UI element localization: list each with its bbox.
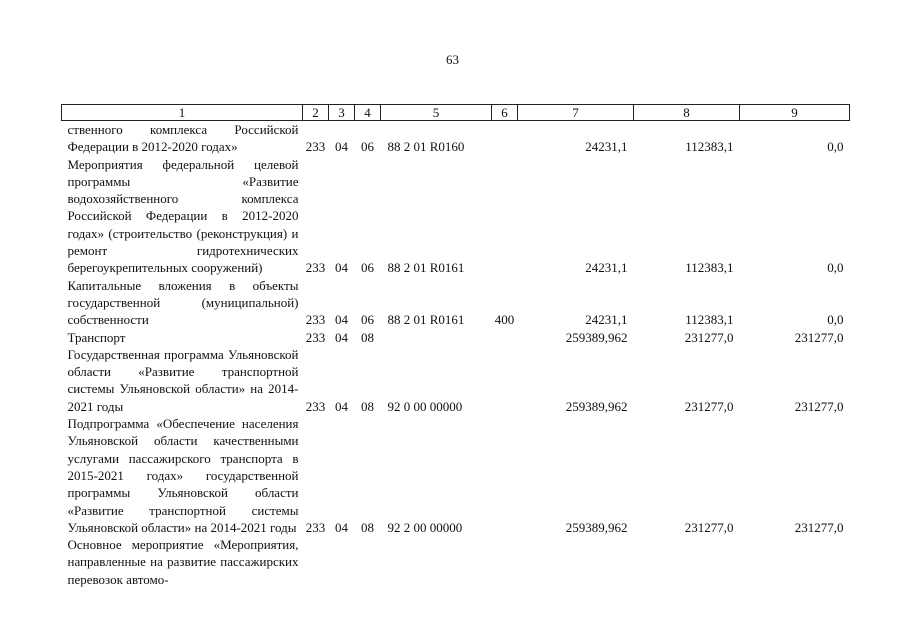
row-name: Подпрограмма «Обеспечение населения Ульяновской области качественными услугами пассажирского транспорта в 2015-2021 годах» государственной программы Ульяновской области «Развитие транспортной системы Ульяновской области» на 2014-2021 годы [67, 416, 299, 535]
cell-c2: 233 [305, 260, 326, 276]
cell-c8 [634, 536, 740, 588]
cell-c4: 06 [361, 312, 374, 328]
cell-c5: 88 2 01 R0160 [387, 139, 465, 155]
cell-c5: 92 0 00 00000 [387, 398, 463, 414]
cell-c2: 233 [305, 329, 326, 345]
header-col-4: 4 [355, 105, 381, 121]
cell-c5: 88 2 01 R0161 [387, 260, 465, 276]
cell-c4: 08 [361, 519, 374, 535]
cell-c9: 231277,0 [794, 398, 844, 414]
cell-c5 [381, 536, 492, 588]
cell-c4 [355, 536, 381, 588]
header-col-9: 9 [740, 105, 850, 121]
cell-c6: 400 [494, 312, 515, 328]
row-name: Мероприятия федеральной целевой программы «Развитие водохозяйственного комплекса Российской Федерации в 2012-2020 годах» (строительство (реконструкция) и ремонт гидротехнических берегоукрепительных сооружений) [67, 156, 299, 276]
cell-c3 [329, 536, 355, 588]
cell-c3: 04 [335, 519, 348, 535]
cell-c6 [492, 536, 518, 588]
header-col-3: 3 [329, 105, 355, 121]
cell-c3: 04 [335, 139, 348, 155]
row-name: Капитальные вложения в объекты государственной (муниципальной) собственности [67, 277, 299, 328]
cell-c9: 231277,0 [794, 519, 844, 535]
page-number: 63 [446, 52, 459, 67]
cell-c7: 24231,1 [585, 139, 628, 155]
cell-c8: 112383,1 [685, 139, 734, 155]
table-row [62, 415, 850, 536]
header-col-6: 6 [492, 105, 518, 121]
table-header-row [62, 105, 850, 121]
cell-c7: 259389,962 [565, 519, 628, 535]
table-row [62, 346, 850, 415]
header-col-2: 2 [303, 105, 329, 121]
cell-c7: 259389,962 [565, 329, 628, 345]
cell-c5: 88 2 01 R0161 [387, 312, 465, 328]
cell-c5: 92 2 00 00000 [387, 519, 463, 535]
cell-c8: 112383,1 [685, 312, 734, 328]
header-col-5: 5 [381, 105, 492, 121]
cell-c2: 233 [305, 519, 326, 535]
cell-c6 [492, 156, 518, 277]
cell-c4: 08 [361, 329, 374, 345]
cell-c7: 259389,962 [565, 398, 628, 414]
cell-c8: 231277,0 [684, 329, 734, 345]
cell-c6 [492, 415, 518, 536]
cell-c8: 112383,1 [685, 260, 734, 276]
cell-c6 [492, 121, 518, 155]
header-col-8: 8 [634, 105, 740, 121]
cell-c9 [740, 536, 850, 588]
row-name: Государственная программа Ульяновской области «Развитие транспортной системы Ульяновской области» на 2014-2021 годы [67, 346, 299, 414]
cell-c3: 04 [335, 312, 348, 328]
cell-c8: 231277,0 [684, 398, 734, 414]
header-col-1: 1 [62, 105, 303, 121]
cell-c2: 233 [305, 139, 326, 155]
cell-c2 [303, 536, 329, 588]
cell-c2: 233 [305, 398, 326, 414]
cell-c7: 24231,1 [585, 260, 628, 276]
cell-c6 [492, 346, 518, 415]
cell-c3: 04 [335, 398, 348, 414]
row-name: ственного комплекса Российской Федерации в 2012-2020 годах» [67, 122, 299, 155]
table-row [62, 156, 850, 277]
cell-c9: 231277,0 [794, 329, 844, 345]
cell-c9: 0,0 [827, 260, 844, 276]
cell-c2: 233 [305, 312, 326, 328]
cell-c7 [518, 536, 634, 588]
cell-c3: 04 [335, 260, 348, 276]
cell-c4: 08 [361, 398, 374, 414]
cell-c7: 24231,1 [585, 312, 628, 328]
budget-table [61, 104, 850, 588]
row-name: Транспорт [67, 329, 126, 345]
cell-c4: 06 [361, 260, 374, 276]
table-row [62, 329, 850, 346]
table-row [62, 277, 850, 329]
cell-c9: 0,0 [827, 312, 844, 328]
cell-c3: 04 [335, 329, 348, 345]
table-row [62, 536, 850, 588]
cell-c4: 06 [361, 139, 374, 155]
cell-c5 [381, 329, 492, 346]
header-col-7: 7 [518, 105, 634, 121]
cell-c8: 231277,0 [684, 519, 734, 535]
cell-c9: 0,0 [827, 139, 844, 155]
row-name: Основное мероприятие «Мероприятия, направленные на развитие пассажирских перевозок автомо- [67, 537, 299, 587]
cell-c6 [492, 329, 518, 346]
